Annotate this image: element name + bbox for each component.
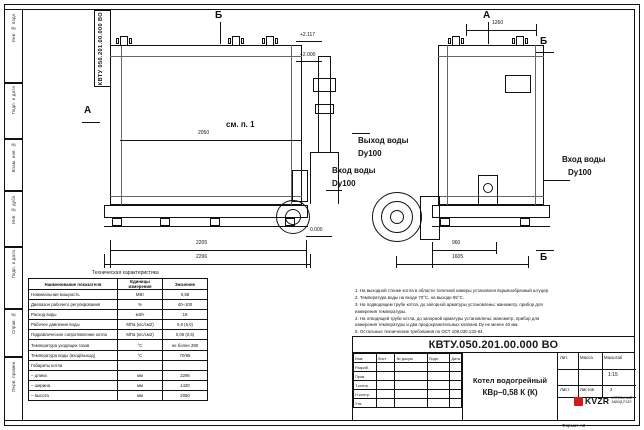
title-block-name xyxy=(463,353,558,420)
sheets-label: Листов xyxy=(580,387,594,392)
spec-value: 1430 xyxy=(163,380,208,390)
spec-name: Расход воды xyxy=(29,310,118,320)
nozzle-front-1 xyxy=(452,36,460,46)
spec-unit: МПа (кгс/см2) xyxy=(118,320,163,330)
flue-damper xyxy=(313,78,336,92)
table-row xyxy=(29,290,208,300)
dim-2050: 2050 xyxy=(198,130,210,136)
note-3: 3. На подводящем трубе котла, до запорной арматуры установлены: манометр, прибор для xyxy=(355,301,543,307)
boiler-side-body xyxy=(110,45,302,205)
tb-cell: Подп. xyxy=(427,354,450,363)
spec-unit: % xyxy=(118,300,163,310)
title-block xyxy=(352,352,635,421)
inlet-right-label: Вход воды xyxy=(562,155,606,164)
note-4: 4. На отводящей трубе котла, до запорной арматуры установлены: манометр, прибор для xyxy=(355,315,540,321)
spec-value: 70/95 xyxy=(163,350,208,360)
table-row xyxy=(29,380,208,390)
spec-value: 2296 xyxy=(163,370,208,380)
front-foot-1 xyxy=(440,218,450,226)
spec-unit: МВт xyxy=(118,290,163,300)
spec-value: 40–100 xyxy=(163,300,208,310)
margin-label-3: Инв. № дубл. xyxy=(10,194,16,225)
elev-top: +2.117 xyxy=(300,32,316,38)
nozzle-left-1 xyxy=(120,36,128,46)
spec-value: 0,06 (0,6) xyxy=(163,330,208,340)
spec-value: 0,58 xyxy=(163,290,208,300)
spec-name: Температура уходящих газов xyxy=(29,340,118,350)
spec-name: Рабочее давление воды xyxy=(29,320,118,330)
outlet-dn: Dy100 xyxy=(358,149,382,158)
table-row xyxy=(29,390,208,400)
spec-name: Диапазон рабочего регулирования xyxy=(29,300,118,310)
org-line-1: КОТЕЛЬНЫЙ xyxy=(611,396,632,401)
tb-row xyxy=(354,399,462,408)
product-title-line2: КВр–0,58 К (К) xyxy=(482,388,538,397)
note-3b: измерения температуры. xyxy=(355,308,407,314)
support-foot-3 xyxy=(210,218,220,226)
table-row xyxy=(29,350,208,360)
spec-name: Номинальная мощность xyxy=(29,290,118,300)
tb-cell: Т.контр. xyxy=(354,381,377,390)
margin-label-5: Справ. № xyxy=(10,312,16,334)
table-row xyxy=(29,370,208,380)
dim-1605: 1605 xyxy=(452,254,464,260)
view-label-b-top: Б xyxy=(215,10,223,21)
col-header-2: Значение xyxy=(163,279,208,290)
margin-block-4 xyxy=(4,247,22,309)
spec-unit: °C xyxy=(118,350,163,360)
margin-block-6 xyxy=(4,357,22,421)
spec-value: 0,6 (6,0) xyxy=(163,320,208,330)
technical-notes xyxy=(355,288,627,336)
note-4b: измерения температуры и два предохранительных клапана Dy не менее 40 мм. xyxy=(355,322,519,328)
inlet-left-label: Вход воды xyxy=(332,166,376,175)
title-block-left xyxy=(353,353,463,420)
product-title-line1: Котел водогрейный xyxy=(472,376,548,385)
support-foot-1 xyxy=(112,218,122,226)
table-row xyxy=(29,300,208,310)
flue-flange xyxy=(315,104,334,114)
table-header-row xyxy=(29,279,208,290)
col-header-1: Единицы измерения xyxy=(118,279,163,290)
margin-block-0 xyxy=(4,9,22,83)
spec-name: – длина xyxy=(29,370,118,380)
drawing-code: КВТУ.050.201.00.000 ВО xyxy=(428,338,559,351)
tb-cell: Н.контр. xyxy=(354,390,377,399)
view-label-b-right: Б xyxy=(540,36,548,47)
tb-row xyxy=(354,354,462,363)
view-label-b-bottom: Б xyxy=(540,252,548,263)
spec-caption: Техническая характеристика xyxy=(92,270,159,276)
spec-name: Габариты котла xyxy=(29,360,118,370)
spec-value: не более 280 xyxy=(163,340,208,350)
spec-unit: мм xyxy=(118,390,163,400)
tb-cell: Разраб. xyxy=(354,363,377,372)
tb-cell: Дата xyxy=(450,354,462,363)
nozzle-mid-1 xyxy=(232,36,240,46)
nozzle-front-2 xyxy=(516,36,524,46)
sheets-value: 2 xyxy=(610,387,613,392)
front-foot-2 xyxy=(520,218,530,226)
outlet-label: Выход воды xyxy=(358,136,409,145)
spec-unit: мм xyxy=(118,370,163,380)
margin-label-0: Инв. № подл. xyxy=(10,12,16,43)
tb-row xyxy=(354,372,462,381)
drawing-designation: КВТУ 050.201.00.000 ВО xyxy=(98,12,104,86)
company-logo xyxy=(574,396,632,406)
title-block-right xyxy=(558,353,636,420)
technical-characteristics-table xyxy=(28,278,208,401)
spec-unit: м3/ч xyxy=(118,310,163,320)
elev-mid: +2.000 xyxy=(300,52,316,58)
spec-unit: МПа (кгс/см2) xyxy=(118,330,163,340)
table-row xyxy=(29,340,208,350)
table-row xyxy=(29,310,208,320)
spec-unit xyxy=(118,360,163,370)
margin-label-1: Подп. и дата xyxy=(10,86,16,115)
margin-label-4: Подп. и дата xyxy=(10,250,16,279)
spec-value: 2050 xyxy=(163,390,208,400)
spec-name: – ширина xyxy=(29,380,118,390)
burner-housing-side xyxy=(292,170,308,202)
drawing-code-bar xyxy=(352,336,635,352)
control-panel-front xyxy=(505,75,531,93)
note-2: 2. Температура воды на входе 70°С, на выходе 95°С. xyxy=(355,294,464,300)
spec-name: Гидравлическое сопротивление котла xyxy=(29,330,118,340)
view-label-a-left: А xyxy=(84,105,92,116)
inlet-left-dn: Dy100 xyxy=(332,179,356,188)
spec-name: Температура воды (вход/выход) xyxy=(29,350,118,360)
sheet-label: Лист xyxy=(560,387,570,392)
margin-label-2: Взам. инв. № xyxy=(10,142,16,173)
note-see-p1: см. п. 1 xyxy=(226,120,255,129)
tb-cell: Пров. xyxy=(354,372,377,381)
spec-name: – высота xyxy=(29,390,118,400)
tb-row xyxy=(354,390,462,399)
spec-unit: °C xyxy=(118,340,163,350)
table-row xyxy=(29,320,208,330)
org-line-2: ЗАВОД Р1ЗЛ xyxy=(611,400,632,404)
table-row xyxy=(29,330,208,340)
spec-value xyxy=(163,360,208,370)
front-base-frame xyxy=(432,205,550,218)
burner-body-front xyxy=(420,196,440,240)
margin-block-3 xyxy=(4,191,22,247)
tb-cell: Изм. xyxy=(354,354,377,363)
view-label-a-top: А xyxy=(483,10,491,21)
margin-block-5 xyxy=(4,309,22,357)
margin-block-1 xyxy=(4,83,22,139)
mass-label: Масса xyxy=(580,355,593,360)
sheet-format: Формат A3 xyxy=(562,423,586,428)
dim-960: 960 xyxy=(452,240,461,246)
dim-2205: 2205 xyxy=(196,240,208,246)
table-row xyxy=(29,360,208,370)
spec-value: 19 xyxy=(163,310,208,320)
scale-label: Масштаб xyxy=(604,355,623,360)
logo-mark-icon xyxy=(574,397,583,406)
tb-cell: № докум. xyxy=(395,354,427,363)
dim-2296: 2296 xyxy=(196,254,208,260)
tb-row xyxy=(354,381,462,390)
dim-1260: 1260 xyxy=(492,20,504,26)
scale-value: 1:15 xyxy=(608,372,618,378)
nozzle-mid-2 xyxy=(266,36,274,46)
tb-row xyxy=(354,363,462,372)
note-1: 1. На выходной стенке котла в области топочной камеры установлен взрывообразный штуцер. xyxy=(355,288,550,293)
tb-cell: Утв. xyxy=(354,399,377,408)
support-foot-2 xyxy=(160,218,170,226)
margin-label-6: Перв. примен. xyxy=(10,360,16,392)
elev-zero: 0.000 xyxy=(310,227,323,233)
spec-unit: мм xyxy=(118,380,163,390)
inlet-right-dn: Dy100 xyxy=(568,168,592,177)
tb-cell: Лист xyxy=(376,354,395,363)
col-header-0: Наименование показателя xyxy=(29,279,118,290)
margin-block-2 xyxy=(4,139,22,191)
logo-text: KVZR xyxy=(584,396,610,406)
note-5: 5. Остальные технические требования по ОСТ 108.030.133-84. xyxy=(355,329,484,335)
lit-label: Лит. xyxy=(560,355,568,360)
